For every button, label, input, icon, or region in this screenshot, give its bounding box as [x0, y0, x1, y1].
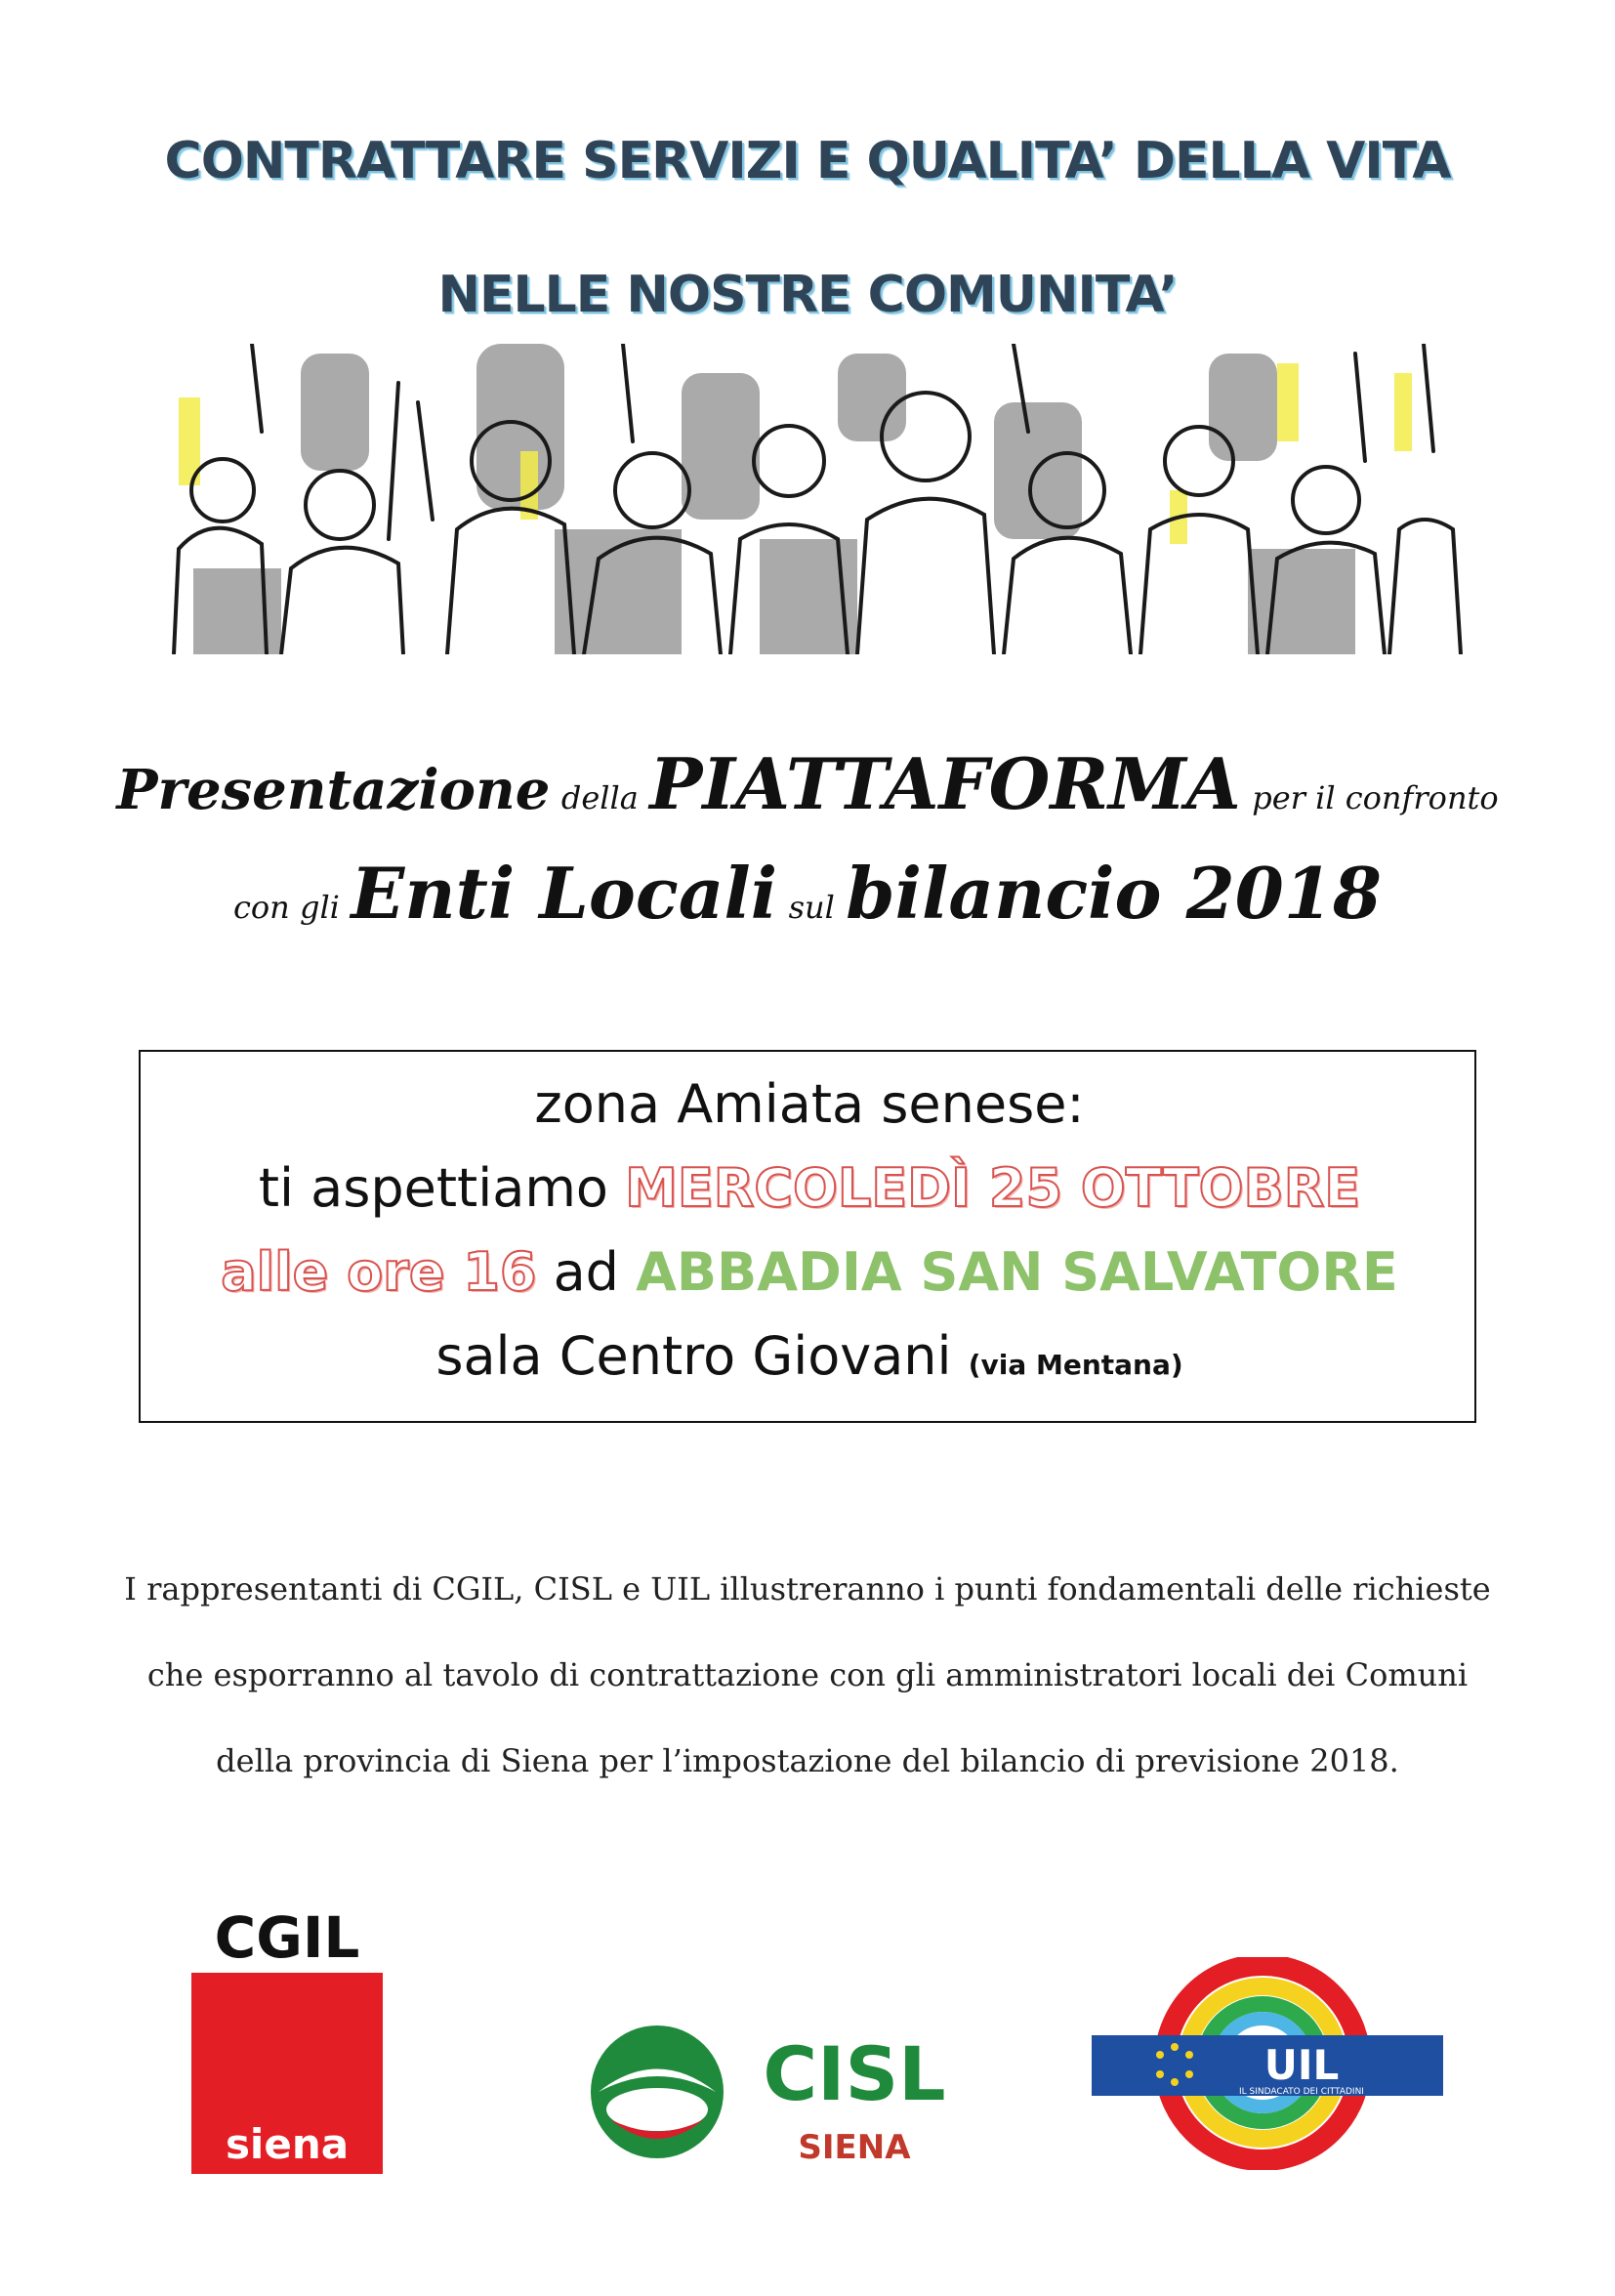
description-line-1: I rappresentanti di CGIL, CISL e UIL illustreranno i punti fondamentali delle richieste [124, 1570, 1491, 1607]
crowd-sketch-illustration [154, 344, 1465, 654]
event-address: (via Mentana) [968, 1349, 1183, 1381]
headline-della: della [560, 779, 639, 816]
description-line-2: che esporranno al tavolo di contrattazione con gli amministratori locali dei Comuni [146, 1656, 1469, 1693]
event-invite: ti aspettiamo [258, 1157, 608, 1219]
event-details-box [139, 1050, 1476, 1423]
headline-bilancio-2018: bilancio 2018 [846, 852, 1382, 935]
event-date: MERCOLEDÌ 25 OTTOBRE [625, 1157, 1361, 1219]
uil-logo-name: UIL [1263, 2041, 1340, 2089]
headline-line-2 [0, 852, 1615, 935]
event-venue-line [141, 1325, 1478, 1387]
cgil-logo-sub: siena [225, 2120, 350, 2168]
event-connector: ad [553, 1241, 619, 1303]
event-zone: zona Amiata senese: [534, 1073, 1085, 1135]
cisl-logo [591, 2012, 972, 2173]
headline-sul: sul [788, 889, 835, 926]
headline-per-il-confronto: per il confronto [1252, 779, 1499, 816]
headline-line-1 [0, 742, 1615, 825]
page-title-line-2: NELLE NOSTRE COMUNITA’ [437, 266, 1178, 324]
cisl-logo-name: CISL [763, 2030, 946, 2117]
headline-presentazione: Presentazione [116, 758, 551, 822]
uil-logo-tagline: IL SINDACATO DEI CITTADINI [1239, 2087, 1364, 2097]
uil-logo [1092, 1957, 1443, 2170]
event-venue: sala Centro Giovani [435, 1325, 952, 1387]
headline-enti-locali: Enti Locali [351, 852, 778, 935]
cisl-logo-sub: SIENA [798, 2128, 911, 2167]
event-invite-line [141, 1157, 1478, 1219]
cgil-logo [191, 1897, 383, 2174]
event-time: alle ore 16 [221, 1241, 537, 1303]
event-place: ABBADIA SAN SALVATORE [636, 1241, 1398, 1303]
description-line-3: della provincia di Siena per l’impostazione del bilancio di previsione 2018. [216, 1742, 1399, 1779]
headline-con-gli: con gli [232, 889, 340, 926]
page-title-line-1: CONTRATTARE SERVIZI E QUALITA’ DELLA VITA [164, 132, 1451, 190]
event-time-place-line [141, 1241, 1478, 1303]
headline-piattaforma: PIATTAFORMA [649, 742, 1241, 825]
cgil-logo-name: CGIL [214, 1904, 360, 1971]
